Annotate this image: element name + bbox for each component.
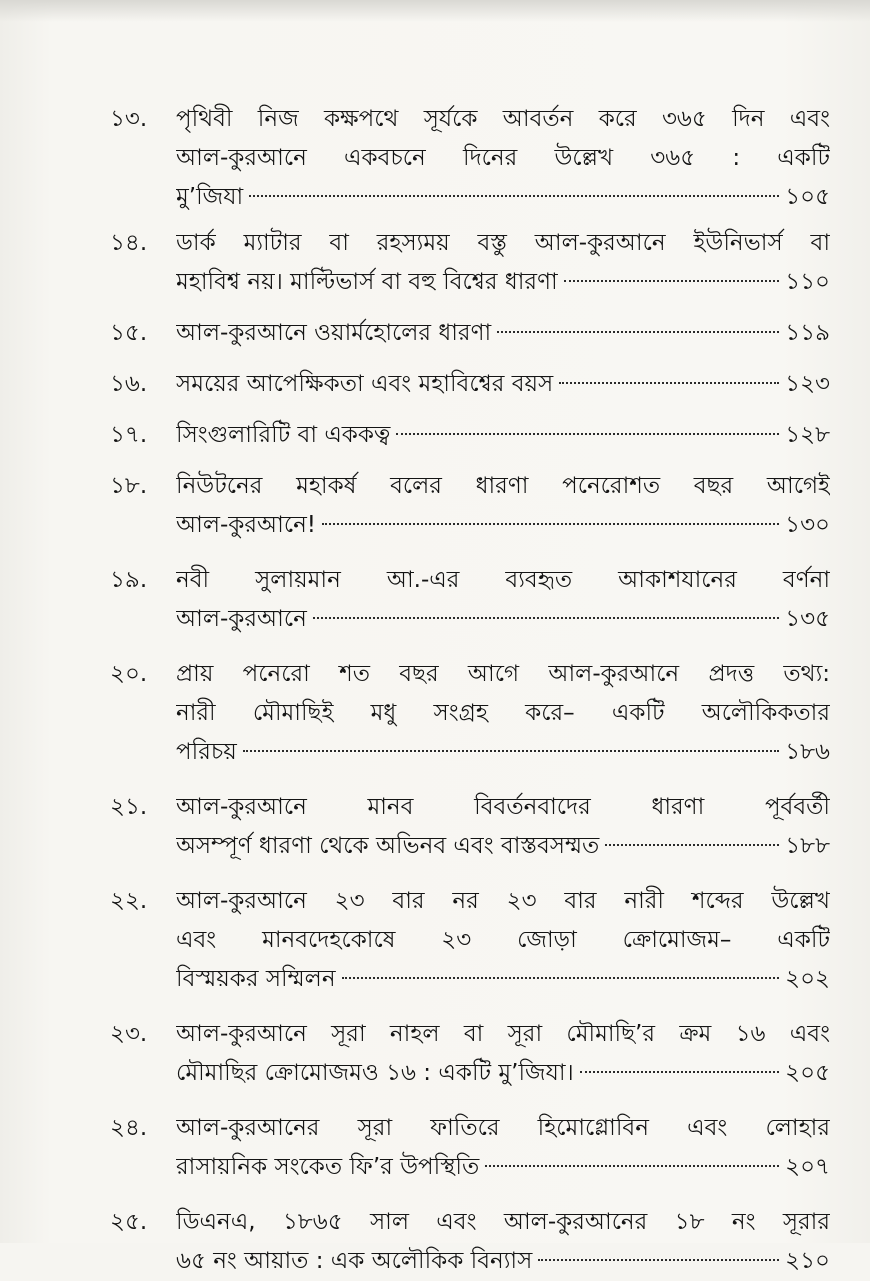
page-number: ১১৯ [785,320,830,346]
page-number: ২১০ [785,1248,830,1274]
entry-body [176,416,830,455]
entry-body [176,655,830,772]
entry-number: ২৪. [110,1115,148,1141]
entry-title-end: পরিচয় [176,739,237,765]
entry-number: ১৩. [110,106,148,132]
entry-body [176,467,830,545]
entry-leader-line [176,178,830,217]
entry-leader-line [176,733,830,772]
entry-line: আল-কুরআনে ২৩ বার নর ২৩ বার নারী শব্দের উল্লেখ [176,888,830,914]
entry-title-end: সিংগুলারিটি বা এককত্ব [176,422,391,448]
entry-line: ডিএনএ, ১৮৬৫ সাল এবং আল-কুরআনের ১৮ নং সূরার [176,1209,830,1235]
dot-leader [538,1259,779,1261]
entry-number: ১৯. [110,567,148,593]
entry-line: প্রায় পনেরো শত বছর আগে আল-কুরআনে প্রদত্ত তথ্য: [176,661,830,687]
page-number: ১৮৬ [785,739,830,765]
dot-leader [564,280,780,282]
entry-title-end: মৌমাছির ক্রোমোজমও ১৬ : একটি মু’জিযা। [176,1060,574,1086]
entry-line: আল-কুরআনে সূরা নাহল বা সূরা মৌমাছি’র ক্রম ১৬ এবং [176,1021,830,1047]
toc-entry [110,1109,830,1187]
entry-number: ২৩. [110,1021,148,1047]
dot-leader [485,1165,779,1167]
entry-title-end: মহাবিশ্ব নয়। মাল্টিভার্স বা বহু বিশ্বের ধারণা [176,269,558,295]
entry-leader-line [176,314,830,353]
entry-title-end: আল-কুরআনে ওয়ার্মহোলের ধারণা [176,320,492,346]
page-number: ১৩৫ [785,606,830,632]
page-number: ২০৭ [785,1154,830,1180]
entry-leader-line [176,1242,830,1281]
entry-body [176,224,830,302]
dot-leader [243,750,779,752]
toc-entry [110,314,830,353]
entry-number: ১৬. [110,371,148,397]
entry-body [176,100,830,217]
dot-leader [497,331,779,333]
entry-body [176,365,830,404]
entry-number: ২২. [110,888,148,914]
dot-leader [396,433,779,435]
entry-line: নবী সুলায়মান আ.-এর ব্যবহৃত আকাশযানের বর্ণনা [176,567,830,593]
entry-body [176,1203,830,1281]
page-number: ১৩০ [785,512,830,538]
entry-number: ২১. [110,794,148,820]
entry-number: ১৭. [110,422,148,448]
entry-body [176,788,830,866]
entry-title-end: অসম্পূর্ণ ধারণা থেকে অভিনব এবং বাস্তবসম্মত [176,833,600,859]
page-number: ১২৮ [785,422,830,448]
entry-leader-line [176,506,830,545]
entry-line: নারী মৌমাছিই মধু সংগ্রহ করে– একটি অলৌকিকতার [176,700,830,726]
entry-line: পৃথিবী নিজ কক্ষপথে সূর্যকে আবর্তন করে ৩৬৫ দিন এবং [176,106,830,132]
dot-leader [342,977,780,979]
entry-number: ১৮. [110,473,148,499]
page-number: ১২৩ [785,371,830,397]
table-of-contents [110,100,830,1281]
entry-line: ডার্ক ম্যাটার বা রহস্যময় বস্তু আল-কুরআনে ইউনিভার্স বা [176,230,830,256]
entry-line: আল-কুরআনে একবচনে দিনের উল্লেখ ৩৬৫ : একটি [176,145,830,171]
toc-entry [110,561,830,639]
entry-title-end: আল-কুরআনে [176,606,307,632]
entry-leader-line [176,600,830,639]
toc-entry [110,467,830,545]
entry-body [176,882,830,999]
dot-leader [313,617,779,619]
page-number: ১০৫ [785,184,830,210]
entry-leader-line [176,827,830,866]
toc-entry [110,416,830,455]
entry-line: আল-কুরআনে মানব বিবর্তনবাদের ধারণা পূর্ববর্তী [176,794,830,820]
page-number: ১১০ [785,269,830,295]
entry-leader-line [176,416,830,455]
entry-number: ১৫. [110,320,148,346]
entry-body [176,1109,830,1187]
entry-title-end: মু’জিযা [176,184,244,210]
entry-line: নিউটনের মহাকর্ষ বলের ধারণা পনেরোশত বছর আগেই [176,473,830,499]
dot-leader [605,844,779,846]
entry-title-end: ৬৫ নং আয়াত : এক অলৌকিক বিন্যাস [176,1248,533,1274]
toc-entry [110,100,830,217]
entry-leader-line [176,960,830,999]
entry-leader-line [176,263,830,302]
entry-line: আল-কুরআনের সূরা ফাতিরে হিমোগ্লোবিন এবং লোহার [176,1115,830,1141]
toc-entry [110,365,830,404]
entry-leader-line [176,1054,830,1093]
page-number: ১৮৮ [785,833,830,859]
entry-title-end: রাসায়নিক সংকেত ফি’র উপস্থিতি [176,1154,480,1180]
toc-entry [110,1015,830,1093]
page-top-shadow [0,0,870,22]
entry-body [176,1015,830,1093]
entry-leader-line [176,1148,830,1187]
toc-entry [110,788,830,866]
entry-leader-line [176,365,830,404]
entry-body [176,314,830,353]
entry-title-end: আল-কুরআনে! [176,512,317,538]
toc-entry [110,1203,830,1281]
page-number: ২০২ [785,966,830,992]
dot-leader [249,195,779,197]
dot-leader [580,1071,779,1073]
toc-entry [110,655,830,772]
dot-leader [322,523,779,525]
page-number: ২০৫ [785,1060,830,1086]
toc-entry [110,224,830,302]
toc-entry [110,882,830,999]
dot-leader [559,382,779,384]
entry-body [176,561,830,639]
entry-title-end: বিস্ময়কর সম্মিলন [176,966,336,992]
entry-line: এবং মানবদেহকোষে ২৩ জোড়া ক্রোমোজম– একটি [176,927,830,953]
entry-number: ২৫. [110,1209,148,1235]
entry-title-end: সময়ের আপেক্ষিকতা এবং মহাবিশ্বের বয়স [176,371,554,397]
entry-number: ১৪. [110,230,148,256]
entry-number: ২০. [110,661,148,687]
